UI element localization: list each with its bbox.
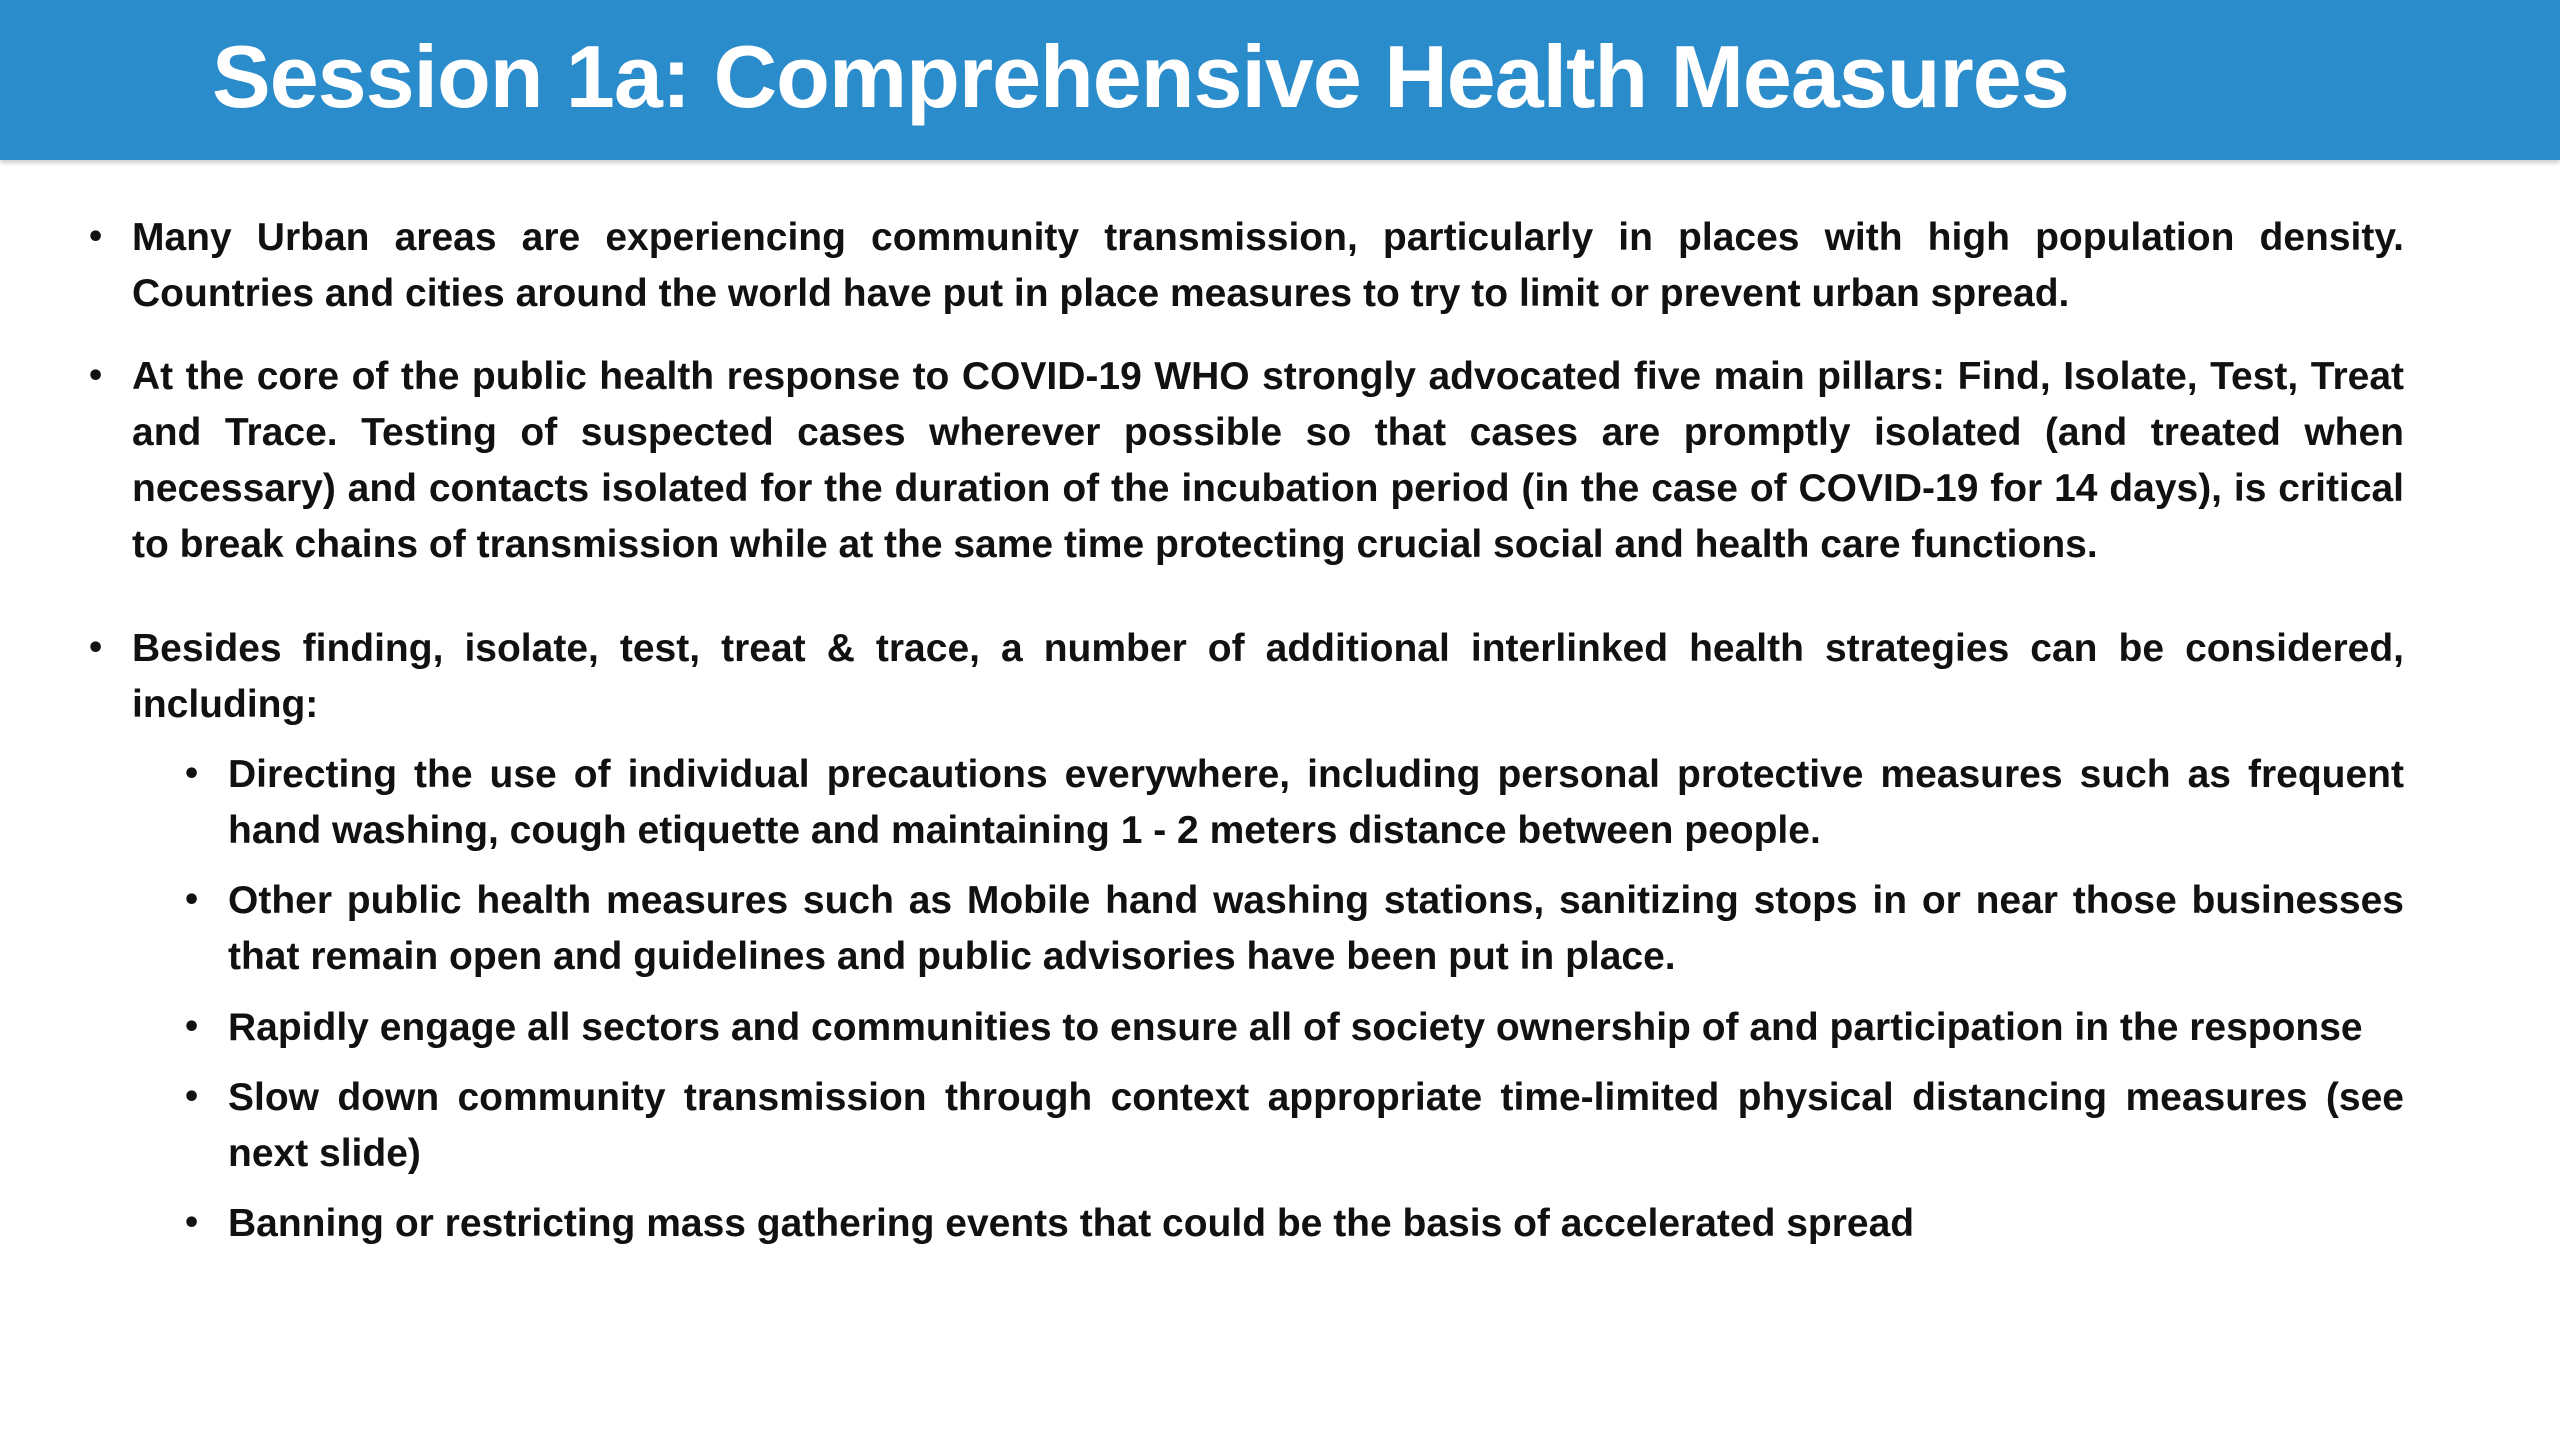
bullet-text: Other public health measures such as Mobile hand washing stations, sanitizing stops in or near those businesses that remain open and guidelines and public advisories have been put in place. <box>228 879 2404 978</box>
bullet-dot-icon: • <box>86 631 106 666</box>
bullet-text: Banning or restricting mass gathering events that could be the basis of accelerated spread <box>228 1202 1915 1245</box>
bullet-text: Besides finding, isolate, test, treat & trace, a number of additional interlinked health strategies can be considered, including: <box>132 627 2404 726</box>
bullet-dot-icon: • <box>86 359 106 394</box>
bullet-text: Rapidly engage all sectors and communities to ensure all of society ownership of and participation in the response <box>228 1006 2363 1049</box>
bullet-text: Many Urban areas are experiencing community transmission, particularly in places with high population density. Countries and cities around the world have put in place measures to try to limit or prevent urban spread. <box>132 216 2404 315</box>
title-bar <box>0 0 2560 160</box>
bullet-dot-icon: • <box>182 1206 202 1241</box>
bullet-text: At the core of the public health response to COVID-19 WHO strongly advocated five main pillars: Find, Isolate, Test, Treat and Trace. Testing of suspected cases wherever possible so that cases are promptly isolated (and treated when necessary) and contacts isolated for the duration of the incubation period (in the case of COVID-19 for 14 days), is critical to break chains of transmission while at the same time protecting crucial social and health care functions. <box>132 355 2404 566</box>
bullet-text: Directing the use of individual precautions everywhere, including personal protective measures such as frequent hand washing, cough etiquette and maintaining 1 - 2 meters distance between people. <box>228 753 2404 852</box>
bullet-dot-icon: • <box>182 883 202 918</box>
bullet-dot-icon: • <box>182 1080 202 1115</box>
bullet-dot-icon: • <box>86 220 106 255</box>
bullet-dot-icon: • <box>182 757 202 792</box>
slide-title: Session 1a: Comprehensive Health Measures <box>212 27 2069 126</box>
bullet-dot-icon: • <box>182 1010 202 1045</box>
bullet-text: Slow down community transmission through context appropriate time-limited physical distancing measures (see next slide) <box>228 1076 2404 1175</box>
